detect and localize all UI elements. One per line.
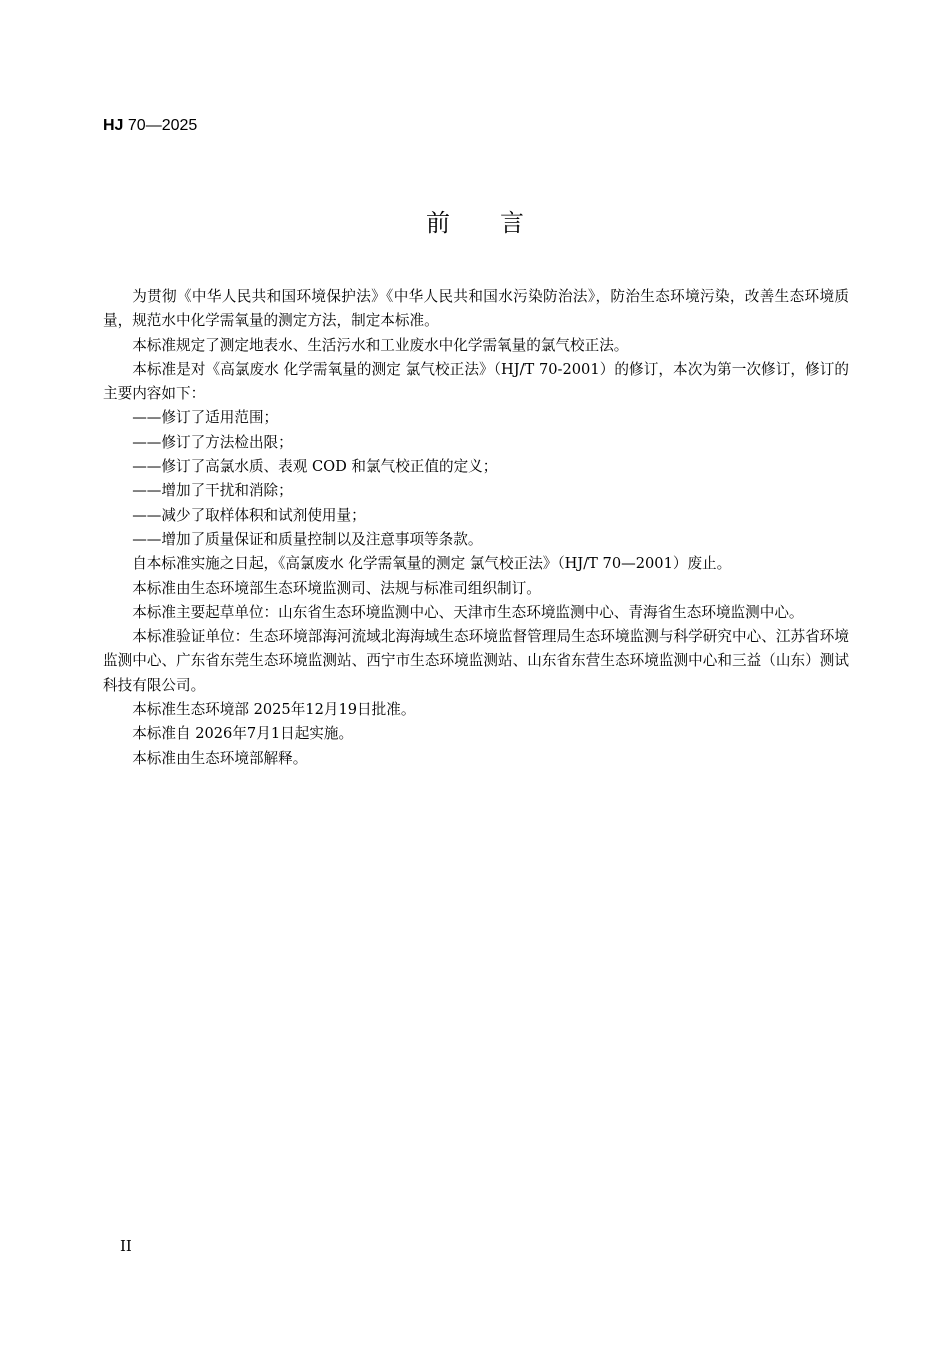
paragraph-organizer: 本标准由生态环境部生态环境监测司、法规与标准司组织制订。 bbox=[132, 579, 541, 597]
page-number: II bbox=[120, 1237, 132, 1255]
paragraph-purpose: 为贯彻《中华人民共和国环境保护法》《中华人民共和国水污染防治法》，防治生态环境污染，改善生态环境质量，规范水中化学需氧量的测定方法，制定本标准。 bbox=[103, 288, 849, 330]
revision-item: ——修订了适用范围； bbox=[132, 409, 279, 427]
standard-number: 70—2025 bbox=[123, 117, 198, 134]
foreword-body bbox=[103, 285, 849, 771]
revision-item: ——修订了高氯水质、表观 COD 和氯气校正值的定义； bbox=[132, 458, 498, 476]
paragraph-effective-date: 本标准自 2026年7月1日起实施。 bbox=[132, 725, 354, 743]
paragraph-interpretation: 本标准由生态环境部解释。 bbox=[132, 749, 308, 767]
paragraph-verification-units: 本标准验证单位：生态环境部海河流域北海海域生态环境监督管理局生态环境监测与科学研究中心、江苏省环境监测中心、广东省东莞生态环境监测站、西宁市生态环境监测站、山东省东营生态环境监测中心和三益（山东）测试科技有限公司。 bbox=[103, 628, 849, 694]
revision-item: ——修订了方法检出限； bbox=[132, 433, 293, 451]
revision-item: ——增加了干扰和消除； bbox=[132, 482, 293, 500]
paragraph-repeal: 自本标准实施之日起，《高氯废水 化学需氧量的测定 氯气校正法》（HJ/T 70—2001）废止。 bbox=[132, 555, 732, 573]
paragraph-scope: 本标准规定了测定地表水、生活污水和工业废水中化学需氧量的氯气校正法。 bbox=[132, 336, 629, 354]
revision-item: ——减少了取样体积和试剂使用量； bbox=[132, 506, 366, 524]
revision-item: ——增加了质量保证和质量控制以及注意事项等条款。 bbox=[132, 530, 483, 548]
standard-code: HJ bbox=[103, 117, 124, 134]
paragraph-approval-date: 本标准生态环境部 2025年12月19日批准。 bbox=[132, 701, 416, 719]
paragraph-drafting-units: 本标准主要起草单位：山东省生态环境监测中心、天津市生态环境监测中心、青海省生态环境监测中心。 bbox=[132, 603, 804, 621]
paragraph-revision: 本标准是对《高氯废水 化学需氧量的测定 氯气校正法》（HJ/T 70-2001）的修订，本次为第一次修订，修订的主要内容如下： bbox=[103, 360, 849, 403]
standard-header bbox=[103, 116, 197, 136]
page-title: 前言 bbox=[426, 209, 574, 237]
